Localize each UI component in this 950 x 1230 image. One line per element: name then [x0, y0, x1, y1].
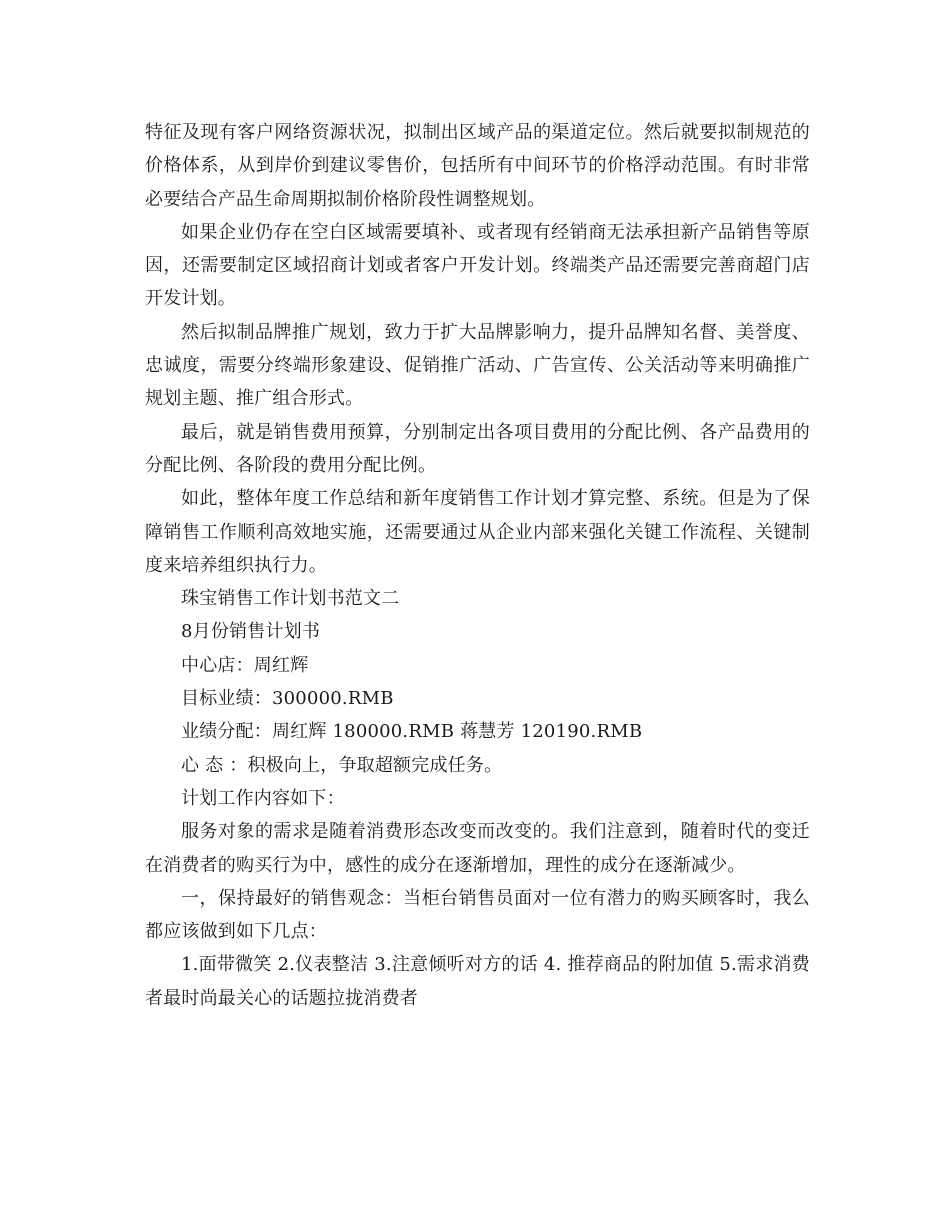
paragraph-customer-needs: 服务对象的需求是随着消费形态改变而改变的。我们注意到，随着时代的变迁在消费者的购买行为中，感性的成分在逐渐增加，理性的成分在逐渐减少。 [145, 821, 810, 876]
paragraph-conclusion: 如此，整体年度工作总结和新年度销售工作计划才算完整、系统。但是为了保障销售工作顺利高效地实施，还需要通过从企业内部来强化关键工作流程、关键制度来培养组织执行力。 [145, 488, 810, 576]
target-line: 目标业绩：300000.RMB [181, 688, 394, 710]
allocation-line: 业绩分配：周红辉 180000.RMB 蒋慧芳 120190.RMB [181, 721, 643, 743]
document-body [145, 116, 810, 1015]
mindset-line: 心 态 ：积极向上，争取超额完成任务。 [181, 754, 503, 776]
paragraph-brand-promotion: 然后拟制品牌推广规划，致力于扩大品牌影响力，提升品牌知名督、美誉度、忠诚度，需要分终端形象建设、促销推广活动、广告宣传、公关活动等来明确推广规划主题、推广组合形式。 [145, 321, 810, 410]
section-heading: 珠宝销售工作计划书范文二 [181, 588, 400, 610]
plan-content-heading: 计划工作内容如下： [181, 787, 345, 809]
paragraph-budget: 最后，就是销售费用预算，分别制定出各项目费用的分配比例、各产品费用的分配比例、各阶段的费用分配比例。 [145, 421, 810, 476]
paragraph-sales-points: 1.面带微笑 2.仪表整洁 3.注意倾听对方的话 4. 推荐商品的附加值 5.需求消费者最时尚最关心的话题拉拢消费者 [145, 954, 810, 1009]
paragraph-continued: 特征及现有客户网络资源状况，拟制出区域产品的渠道定位。然后就要拟制规范的价格体系，从到岸价到建议零售价，包括所有中间环节的价格浮动范围。有时非常必要结合产品生命周期拟制价格阶段性调整规划。 [145, 122, 810, 210]
paragraph-sales-concept: 一，保持最好的销售观念：当柜台销售员面对一位有潜力的购买顾客时，我么都应该做到如下几点： [145, 887, 810, 943]
store-line: 中心店：周红辉 [181, 654, 309, 676]
paragraph-channel-recruitment: 如果企业仍存在空白区域需要填补、或者现有经销商无法承担新产品销售等原因，还需要制定区域招商计划或者客户开发计划。终端类产品还需要完善商超门店开发计划。 [145, 221, 810, 310]
plan-title: 8月份销售计划书 [181, 621, 321, 643]
